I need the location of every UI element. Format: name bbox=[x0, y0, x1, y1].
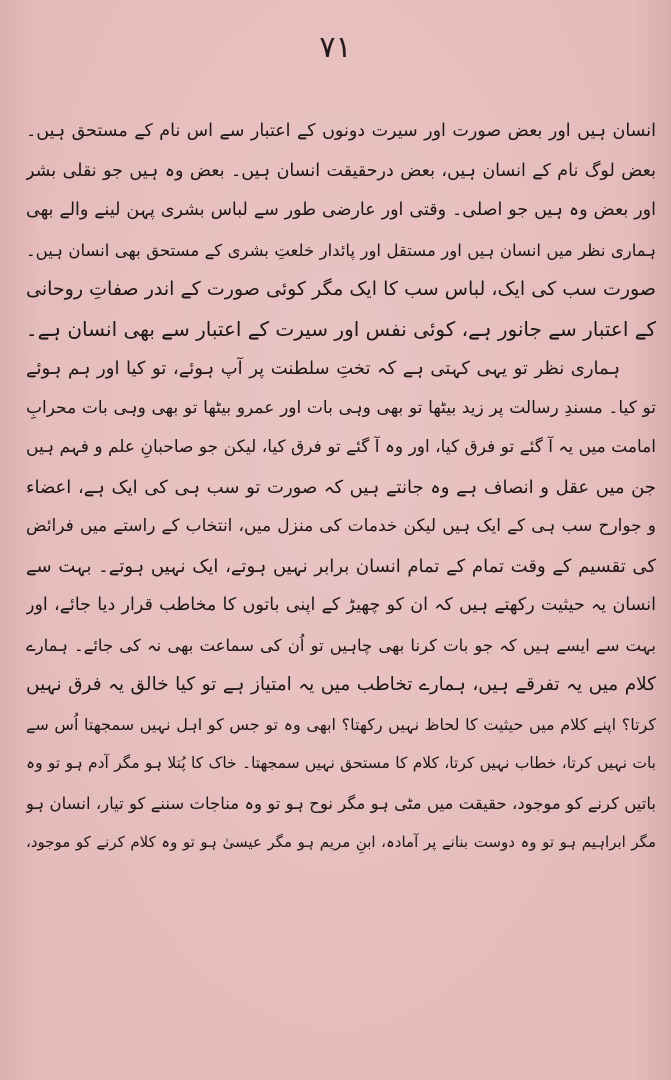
page-body-text bbox=[26, 112, 656, 863]
text-line: و جوارح سب ہی کے ایک ہیں لیکن خدمات کی منزل میں، انتخاب کے راستے میں فرائض bbox=[26, 516, 656, 536]
text-line: کرتا؟ اپنے کلام میں حیثیت کا لحاظ نہیں رکھتا؟ ابھی وہ تو جس کو اہل نہیں سمجھتا اُس سے bbox=[26, 714, 656, 734]
text-line: بات نہیں کرتا، خطاب نہیں کرتا، کلام کا مستحق نہیں سمجھتا۔ خاک کا پُتلا ہو مگر آدم ہو تو وہ bbox=[26, 754, 656, 772]
text-line: بعض لوگ نام کے انسان ہیں، بعض درحقیقت انسان ہیں۔ بعض وہ ہیں جو نقلی بشر bbox=[26, 160, 656, 181]
page-number: ۷۱ bbox=[319, 30, 352, 65]
text-line: باتیں کرنے کو موجود، حقیقت میں مٹی ہو مگر نوح ہو تو وہ مناجات سننے کو تیار، انسان ہو bbox=[26, 793, 656, 813]
text-line: انسان یہ حیثیت رکھتے ہیں کہ ان کو چھیڑ کے اپنی باتوں کا مخاطب قرار دیا جائے، اور bbox=[26, 595, 656, 615]
text-line: کے اعتبار سے جانور ہے، کوئی نفس اور سیرت کے اعتبار سے بھی انسان ہے۔ bbox=[26, 316, 656, 341]
text-line: کلام میں یہ تفرقے ہیں، ہمارے تخاطب میں یہ امتیاز ہے تو کیا خالق یہ فرق نہیں bbox=[26, 674, 656, 695]
text-line: جن میں عقل و انصاف ہے وہ جانتے ہیں کہ صورت تو سب ہی کی ایک ہے، اعضاء bbox=[26, 476, 656, 498]
text-line: امامت میں یہ آ گئے تو فرق کیا، اور وہ آ گئے تو فرق کیا، لیکن جو صاحبانِ علم و فہم ہیں bbox=[26, 437, 656, 457]
text-line: مگر ابراہیم ہو تو وہ دوست بنانے پر آمادہ، ابنِ مریم ہو مگر عیسیٰ ہو تو وہ کلام کرنے کو موجود، bbox=[26, 833, 656, 851]
text-line: صورت سب کی ایک، لباس سب کا ایک مگر کوئی صورت کے اندر صفاتِ روحانی bbox=[26, 278, 656, 300]
text-line: ہماری نظر تو یہی کہتی ہے کہ تختِ سلطنت پر آپ ہوئے، تو کیا اور ہم ہوئے bbox=[26, 358, 620, 379]
text-line: اور بعض وہ ہیں جو اصلی۔ وقتی اور عارضی طور سے لباس بشری پہن لینے والے بھی bbox=[26, 200, 656, 220]
text-line: کی تقسیم کے وقت تمام کے تمام انسان برابر نہیں ہوتے، ایک نہیں ہوتے۔ بہت سے bbox=[26, 555, 656, 577]
text-line: انسان ہیں اور بعض صورت اور سیرت دونوں کے اعتبار سے اس نام کے مستحق ہیں۔ bbox=[26, 121, 656, 141]
text-line: تو کیا۔ مسندِ رسالت پر زید بیٹھا تو بھی وہی بات اور عمرو بیٹھا تو بھی وہی بات محرابِ bbox=[26, 397, 656, 418]
text-line: بہت سے ایسے ہیں کہ جو بات کرنا بھی چاہیں تو اُن کی سماعت بھی نہ کی جائے۔ ہمارے bbox=[26, 635, 656, 655]
text-line: ہماری نظر میں انسان ہیں اور مستقل اور پائدار خلعتِ بشری کے مستحق بھی انسان ہیں۔ bbox=[26, 240, 656, 260]
